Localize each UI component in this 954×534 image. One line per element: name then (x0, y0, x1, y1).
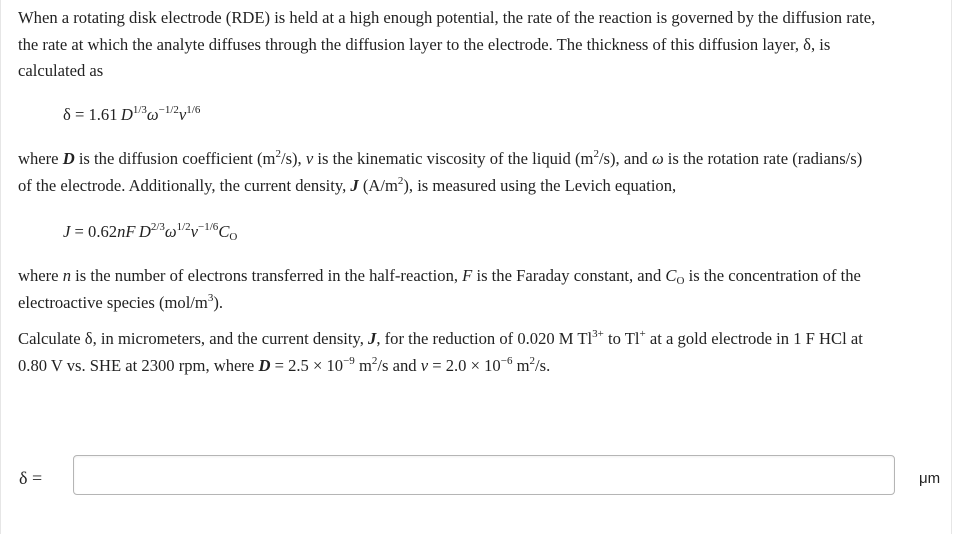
text: /s. (535, 355, 551, 375)
text: Calculate δ, in micrometers, and the current density, (18, 329, 369, 348)
eq1-omega-exponent: −1/2 (158, 104, 179, 117)
var-C: C (665, 266, 677, 285)
text: (A/m (358, 175, 398, 195)
diffusion-layer-equation (63, 103, 200, 127)
text: /s and (377, 355, 421, 375)
eq2-omega-exponent: 1/2 (176, 221, 191, 234)
definitions-paragraph (18, 146, 948, 199)
subscript: O (676, 274, 685, 287)
superscript: 2 (371, 354, 378, 367)
eq2-C: C (218, 222, 230, 241)
text: is the number of electrons transferred in the half-reaction, (70, 266, 463, 285)
eq2-J: J (63, 222, 71, 241)
eq2-D: D (138, 222, 151, 241)
text: = 2.5 × 10 (270, 355, 344, 375)
intro-paragraph (18, 5, 948, 85)
eq2-coefficient: 0.62 (88, 222, 118, 241)
superscript: −6 (500, 354, 513, 367)
eq1-equals: = (70, 105, 89, 124)
eq2-D-exponent: 2/3 (150, 221, 165, 234)
superscript: 2 (275, 148, 281, 161)
delta-answer-unit: μm (919, 470, 941, 487)
var-D: D (258, 355, 271, 375)
text: ), is measured using the Levich equation, (403, 175, 677, 195)
superscript: 3 (207, 291, 214, 304)
text: electroactive species (mol/m (18, 292, 208, 312)
eq1-delta: δ (63, 105, 71, 124)
text: is the kinematic viscosity of the liquid (m (313, 149, 594, 168)
eq1-D: D (120, 105, 133, 124)
text: where (18, 149, 63, 168)
var-D: D (62, 149, 75, 168)
eq2-nu-exponent: −1/6 (198, 221, 219, 234)
var-omega: ω (651, 149, 664, 168)
superscript: 2 (593, 148, 599, 161)
text: is the rotation rate (radians/s) (663, 149, 863, 168)
var-nu: ν (420, 355, 429, 375)
text: at a gold electrode in 1 F HCl at (645, 329, 863, 348)
eq2-equals: = (70, 222, 89, 241)
delta-answer-label: δ = (19, 468, 43, 488)
intro-line-3: calculated as (18, 61, 104, 80)
eq1-coefficient: 1.61 (88, 105, 118, 124)
text: m (354, 355, 372, 375)
eq1-nu: ν (178, 105, 187, 124)
text: 0.80 V vs. SHE at 2300 rpm, where (18, 355, 259, 375)
eq1-nu-exponent: 1/6 (186, 104, 201, 117)
text: is the Faraday constant, and (472, 266, 666, 285)
eq2-n: n (117, 222, 126, 241)
text: is the diffusion coefficient (m (74, 149, 276, 168)
superscript: 3+ (592, 328, 604, 341)
text: /s), and (598, 149, 652, 168)
superscript: + (639, 328, 646, 341)
eq2-C-subscript: O (229, 230, 238, 243)
intro-line-2: the rate at which the analyte diffuses through the diffusion layer to the electrode. The thickness of this diffusion layer, δ, is (18, 34, 831, 54)
text: where (18, 266, 63, 285)
delta-answer-input[interactable] (73, 455, 895, 495)
text: = 2.0 × 10 (428, 355, 501, 375)
levich-equation (63, 220, 237, 244)
eq2-F: F (125, 222, 136, 241)
var-F: F (462, 266, 473, 285)
eq2-nu: ν (190, 222, 199, 241)
text: ). (213, 292, 224, 312)
text: /s), (280, 149, 306, 168)
task-paragraph (18, 326, 948, 379)
var-J: J (350, 175, 359, 195)
text: m (512, 355, 530, 375)
text: is the concentration of the (684, 266, 861, 285)
eq1-D-exponent: 1/3 (132, 104, 147, 117)
var-n: n (62, 266, 71, 285)
superscript: 2 (397, 174, 404, 187)
text: of the electrode. Additionally, the current density, (18, 175, 351, 195)
intro-line-1: When a rotating disk electrode (RDE) is held at a high enough potential, the rate of the reaction is governed by the diffusion rate, (18, 8, 876, 27)
superscript: −9 (343, 354, 355, 367)
var-nu: ν (305, 149, 314, 168)
var-J: J (368, 329, 377, 348)
superscript: 2 (529, 354, 536, 367)
levich-definitions-paragraph (18, 263, 948, 316)
eq2-omega: ω (164, 222, 177, 241)
text: , for the reduction of 0.020 M Tl (376, 329, 593, 348)
text: to Tl (603, 329, 640, 348)
eq1-omega: ω (146, 105, 159, 124)
